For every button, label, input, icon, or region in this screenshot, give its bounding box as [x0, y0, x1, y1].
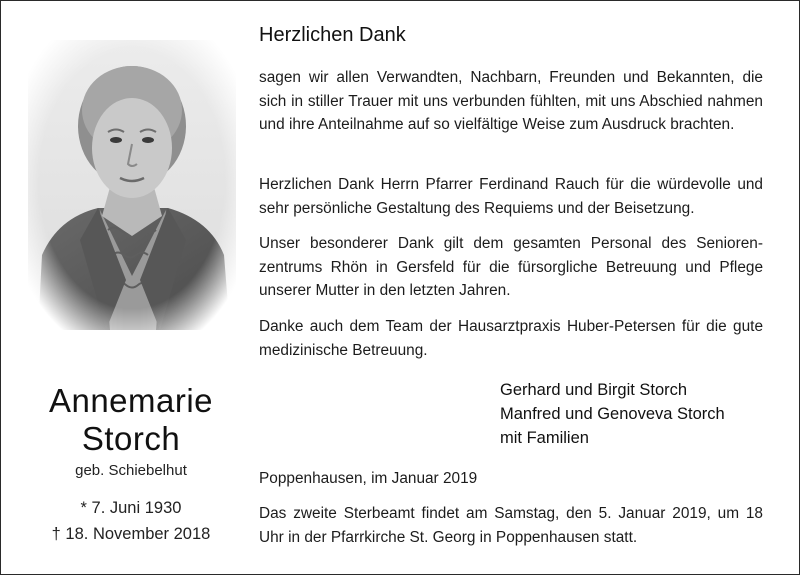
place-date: Poppenhausen, im Januar 2019 [259, 470, 478, 487]
death-date: † 18. November 2018 [51, 525, 211, 543]
last-name: Storch [81, 420, 181, 457]
signatory-line: Gerhard und Birgit Storch [500, 381, 688, 399]
birth-date: * 7. Juni 1930 [80, 499, 182, 517]
paragraph-thanks-doctors: Danke auch dem Team der Hausarztpraxis Huber-Petersen für die gute medizinische Betreuung. [259, 318, 763, 359]
paragraph-thanks-pastor: Herzlichen Dank Herrn Pfarrer Ferdinand Rauch für die würdevolle und sehr persönliche Gestaltung des Requiems und der Beisetzung. [259, 176, 763, 217]
memorial-service-notice: Das zweite Sterbeamt findet am Samstag, den 5. Januar 2019, um 18 Uhr in der Pfarrkirche St. Georg in Poppenhausen statt. [259, 505, 763, 546]
first-name: Annemarie [48, 382, 214, 419]
notice-heading: Herzlichen Dank [259, 24, 406, 46]
signatory-line: mit Familien [500, 429, 589, 447]
portrait-photo [28, 40, 236, 330]
paragraph-thanks-relatives: sagen wir allen Verwandten, Nachbarn, Freunden und Bekannten, die sich in stiller Trauer mit uns verbunden fühlten, mit uns Abschied nahmen und ihre Anteilnahme auf so vielfältige Weise zum Ausdruck brachten. [259, 69, 763, 133]
signatories [500, 378, 725, 450]
paragraph-thanks-care-home: Unser besonderer Dank gilt dem gesamten Personal des Seniorenzentrums Rhön in Gersfeld für die fürsorgliche Betreuung und Pflege unserer Mutter in den letzten Jahren. [259, 235, 763, 299]
signatory-line: Manfred und Genoveva Storch [500, 405, 725, 423]
birth-name: geb. Schiebelhut [75, 462, 187, 479]
